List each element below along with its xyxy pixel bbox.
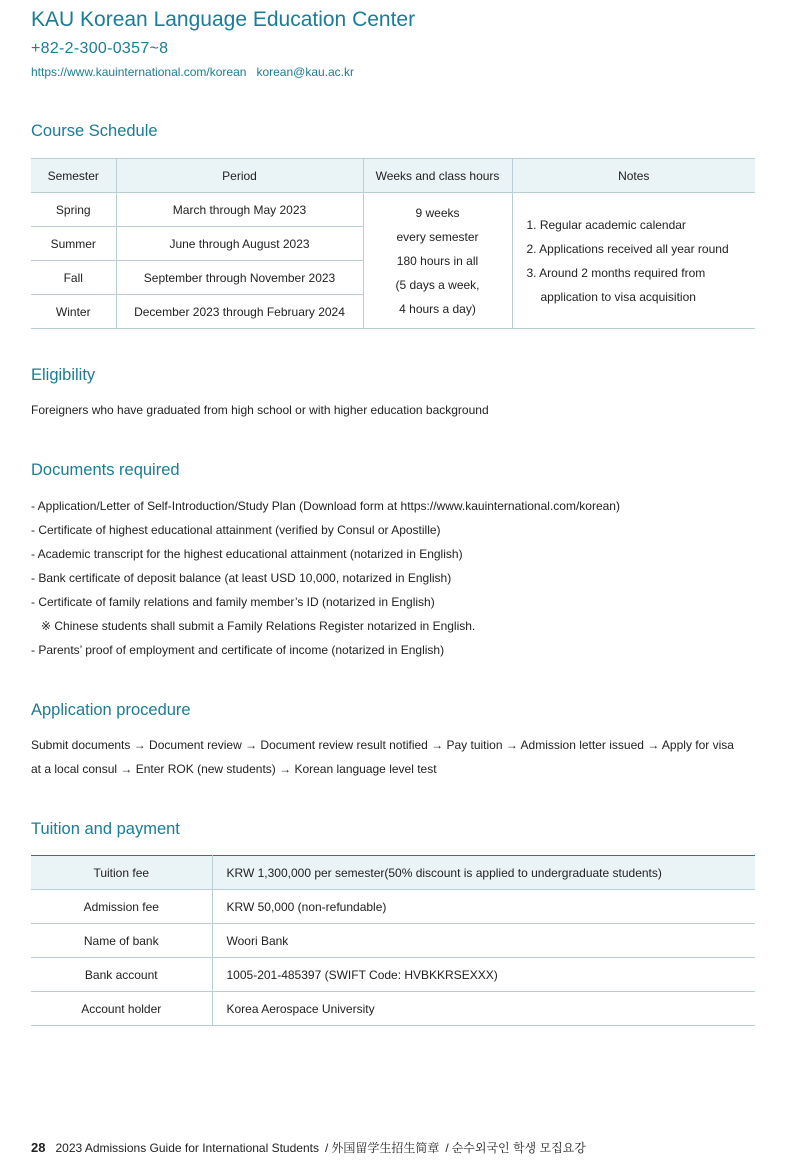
tuition-label-cell: Tuition fee xyxy=(31,856,212,890)
korean-title: 순수외국인 학생 모집요강 xyxy=(451,1141,586,1155)
tuition-label-cell: Account holder xyxy=(31,992,212,1026)
documents-heading: Documents required xyxy=(31,461,180,479)
procedure-line-2: at a local consul → Enter ROK (new students) → Korean language level test xyxy=(31,762,437,776)
tuition-value-cell: Woori Bank xyxy=(212,924,755,958)
eligibility-heading: Eligibility xyxy=(31,366,96,384)
procedure-line-1: Submit documents → Document review → Document review result notified → Pay tuition → Admission letter issued → Apply for visa xyxy=(31,738,734,752)
note-item: 2. Applications received all year round xyxy=(526,241,729,256)
procedure-heading: Application procedure xyxy=(31,701,191,719)
chinese-title: 外国留学生招生简章 xyxy=(331,1141,440,1155)
list-item: - Certificate of highest educational attainment (verified by Consul or Apostille) xyxy=(31,523,441,537)
table-row xyxy=(31,924,755,958)
list-item: - Bank certificate of deposit balance (at least USD 10,000, notarized in English) xyxy=(31,571,452,585)
list-item: - Academic transcript for the highest educational attainment (notarized in English) xyxy=(31,547,463,561)
weeks-line: (5 days a week, xyxy=(395,277,480,292)
note-item: 1. Regular academic calendar xyxy=(526,217,686,232)
table-header-row xyxy=(31,159,755,193)
website-link[interactable]: https://www.kauinternational.com/korean xyxy=(31,65,247,79)
footer-separator: / xyxy=(324,1141,329,1155)
column-header-period: Period xyxy=(116,159,363,193)
column-header-semester: Semester xyxy=(31,159,116,193)
list-item-note: ※ Chinese students shall submit a Family Relations Register notarized in English. xyxy=(41,619,476,633)
semester-cell: Summer xyxy=(31,227,116,261)
list-item: - Parents’ proof of employment and certificate of income (notarized in English) xyxy=(31,643,445,657)
weeks-line: every semester xyxy=(396,229,479,244)
footer-separator: / xyxy=(445,1141,449,1155)
period-cell: June through August 2023 xyxy=(116,227,363,261)
weeks-line: 4 hours a day) xyxy=(399,301,476,316)
table-row xyxy=(31,992,755,1026)
semester-cell: Winter xyxy=(31,295,116,329)
period-cell: December 2023 through February 2024 xyxy=(116,295,363,329)
weeks-line: 180 hours in all xyxy=(396,253,479,268)
weeks-cell xyxy=(363,193,512,329)
page-footer xyxy=(31,1139,586,1156)
note-item-continued: application to visa acquisition xyxy=(540,289,696,304)
list-item: - Application/Letter of Self-Introduction/Study Plan (Download form at https://www.kauinternational.com/korean) xyxy=(31,499,620,513)
tuition-value-cell: 1005-201-485397 (SWIFT Code: HVBKKRSEXXX) xyxy=(212,958,755,992)
table-row xyxy=(31,958,755,992)
table-row xyxy=(31,193,755,227)
column-header-weeks: Weeks and class hours xyxy=(363,159,512,193)
page-number: 28 xyxy=(31,1140,46,1155)
note-item: 3. Around 2 months required from xyxy=(526,265,706,280)
tuition-table xyxy=(31,855,755,1026)
tuition-label-cell: Name of bank xyxy=(31,924,212,958)
period-cell: March through May 2023 xyxy=(116,193,363,227)
guide-title: 2023 Admissions Guide for International Students xyxy=(55,1141,319,1155)
email-link[interactable]: korean@kau.ac.kr xyxy=(256,65,355,79)
semester-cell: Fall xyxy=(31,261,116,295)
table-row xyxy=(31,856,755,890)
column-header-notes: Notes xyxy=(512,159,755,193)
course-schedule-heading: Course Schedule xyxy=(31,122,158,140)
tuition-label-cell: Bank account xyxy=(31,958,212,992)
tuition-value-cell: KRW 50,000 (non-refundable) xyxy=(212,890,755,924)
list-item: - Certificate of family relations and family member’s ID (notarized in English) xyxy=(31,595,435,609)
phone-number: +82-2-300-0357~8 xyxy=(31,40,169,57)
notes-cell xyxy=(512,193,755,329)
weeks-line: 9 weeks xyxy=(415,205,460,220)
tuition-heading: Tuition and payment xyxy=(31,820,180,838)
contact-line xyxy=(31,65,354,79)
period-cell: September through November 2023 xyxy=(116,261,363,295)
semester-cell: Spring xyxy=(31,193,116,227)
tuition-value-cell: KRW 1,300,000 per semester(50% discount is applied to undergraduate students) xyxy=(212,856,755,890)
tuition-value-cell: Korea Aerospace University xyxy=(212,992,755,1026)
page-title: KAU Korean Language Education Center xyxy=(31,8,416,31)
eligibility-text: Foreigners who have graduated from high school or with higher education background xyxy=(31,403,489,417)
documents-list xyxy=(31,494,620,662)
tuition-label-cell: Admission fee xyxy=(31,890,212,924)
table-row xyxy=(31,890,755,924)
course-schedule-table xyxy=(31,158,755,329)
